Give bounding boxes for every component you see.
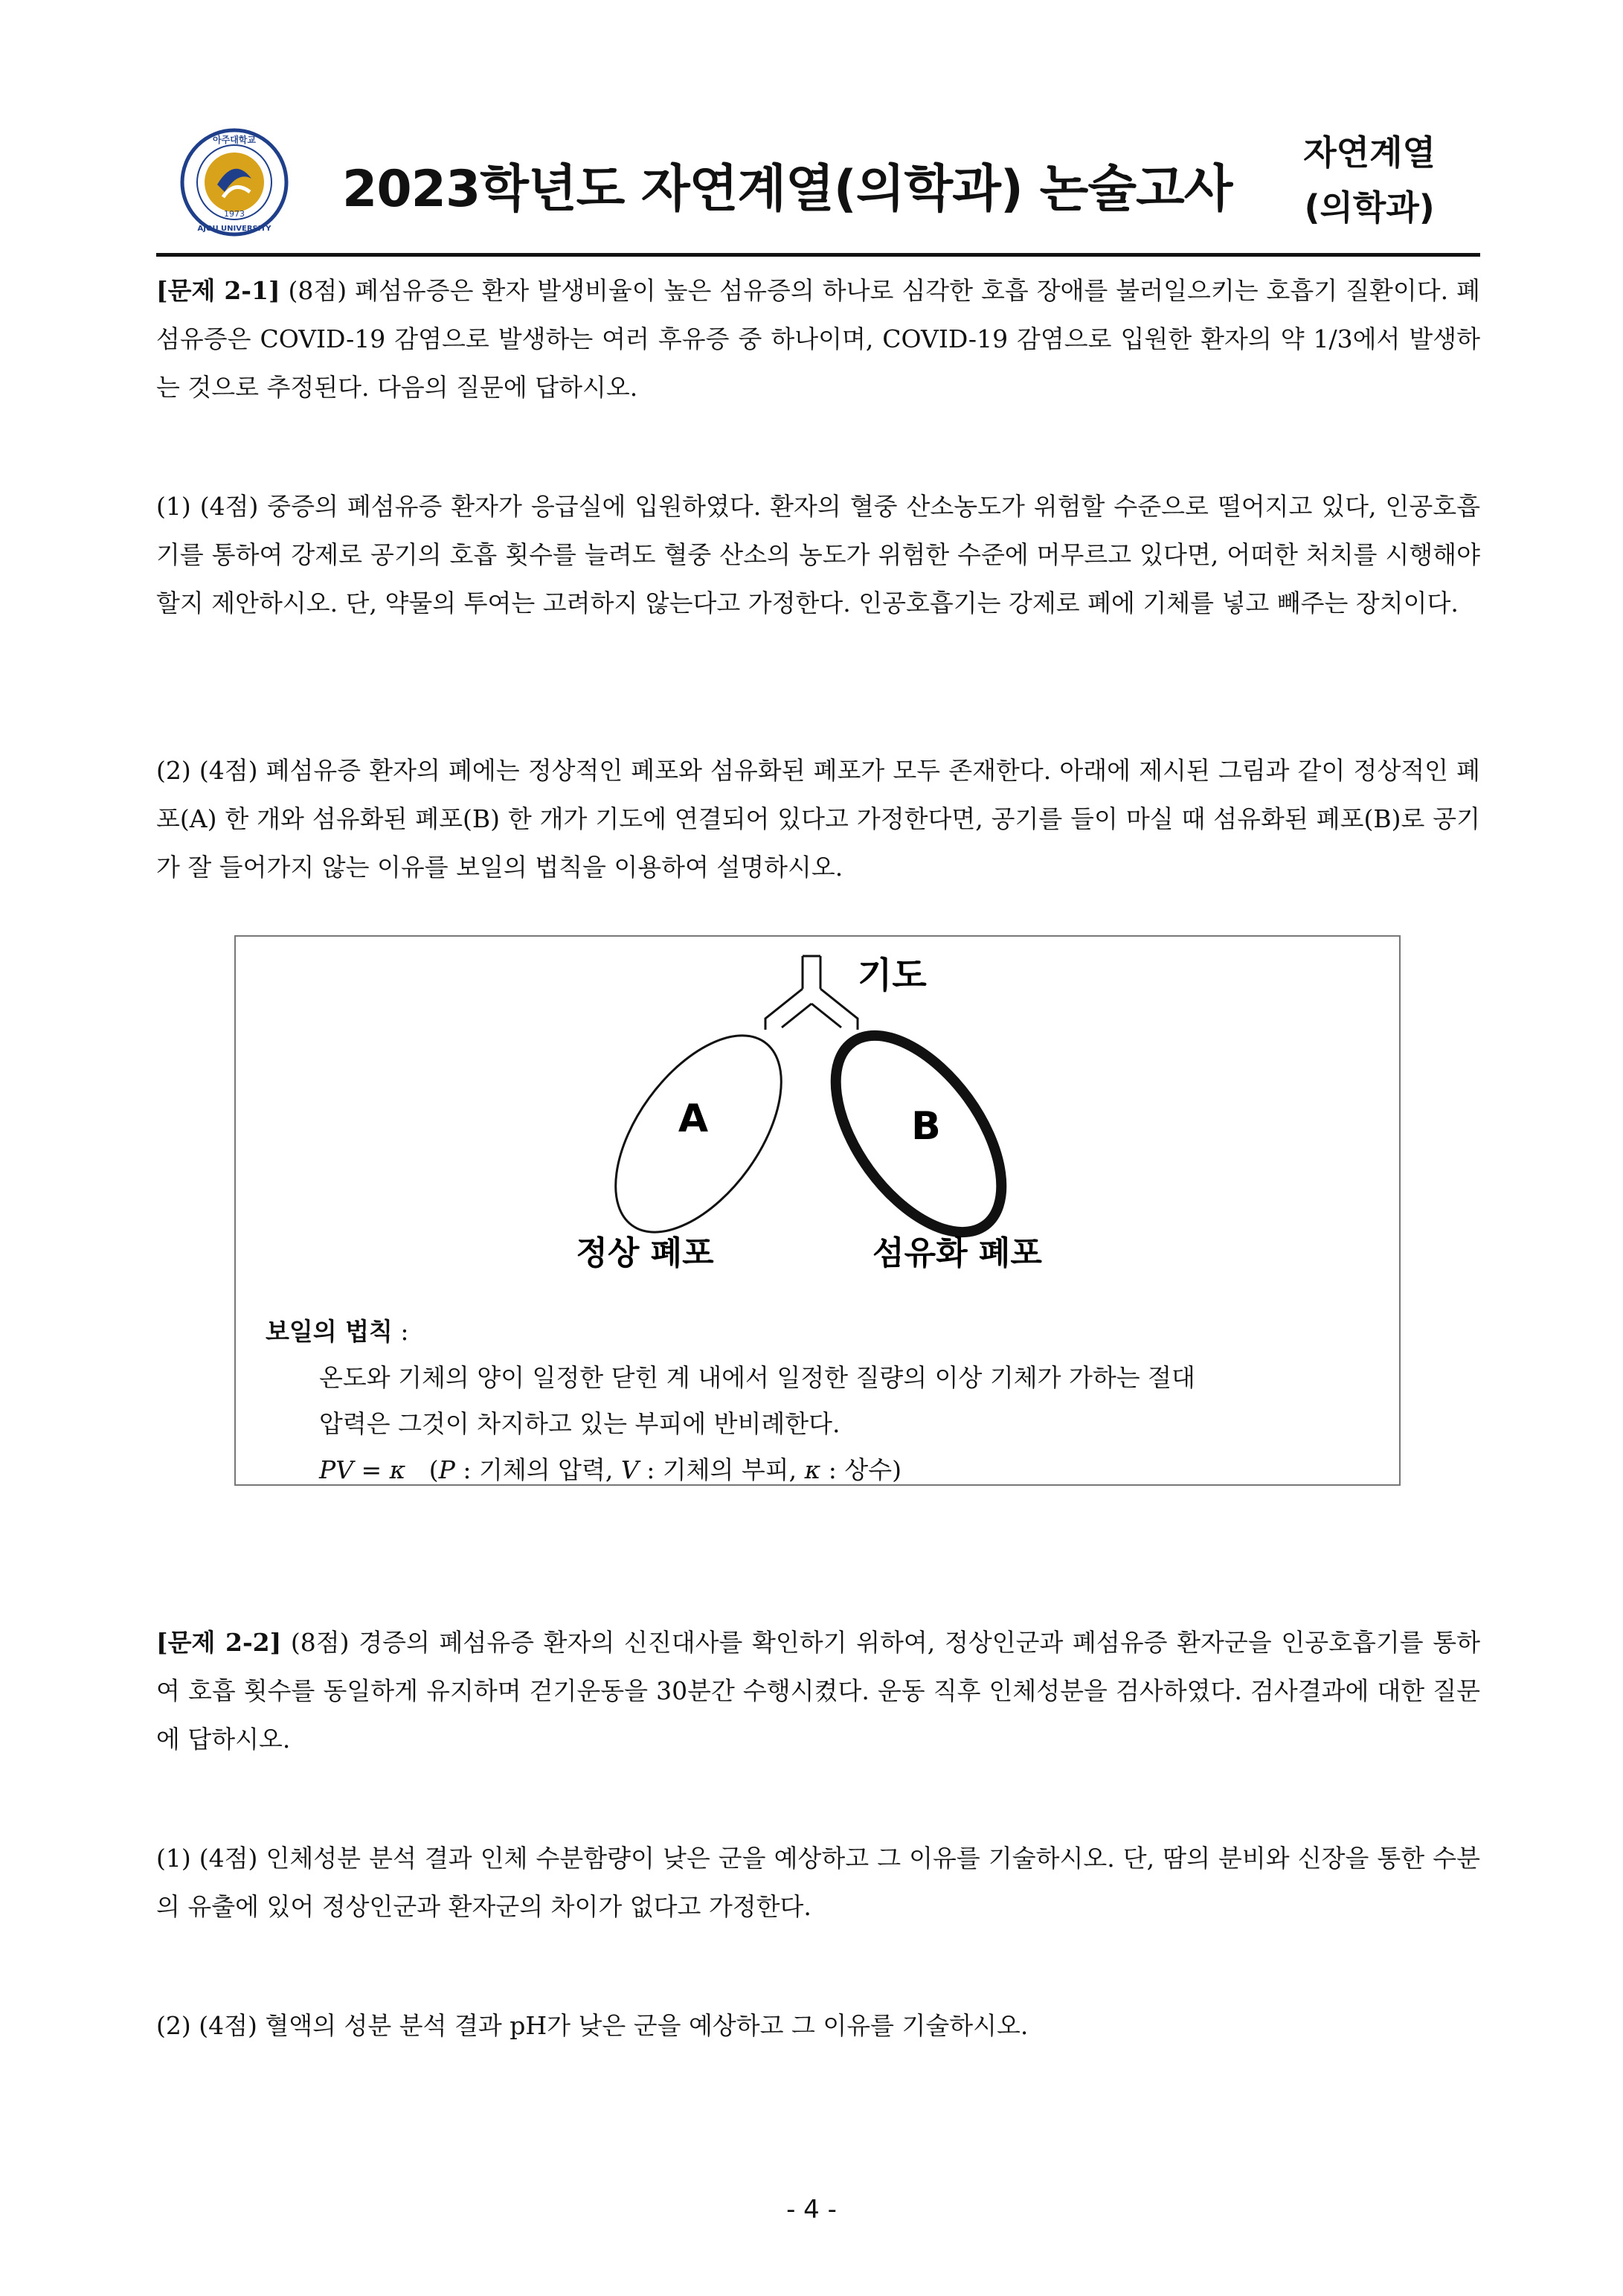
boyle-formula: PV = κ [319, 1455, 406, 1484]
airway-label: 기도 [858, 955, 927, 996]
formula-paren: ( [428, 1455, 439, 1484]
header-rule [156, 253, 1480, 257]
boyle-law-formula-line [266, 1447, 1374, 1493]
question-2-1-sub2: (2) (4점) 폐섬유증 환자의 폐에는 정상적인 폐포와 섬유화된 폐포가 모두 존재한다. 아래에 제시된 그림과 같이 정상적인 폐포(A) 한 개와 섬유화된 폐포(B) 한 개가 기도에 연결되어 있다고 가정한다면, 공기를 들이 마실 때 섬유화된 폐포(B)로 공기가 잘 들어가지 않는 이유를 보일의 법칙을 이용하여 설명하시오. [156, 756, 1480, 882]
alveolus-a-label: A [678, 1097, 709, 1141]
category-line1: 자연계열 [1303, 132, 1436, 173]
alveolus-b-label: B [911, 1104, 941, 1149]
boyle-law-box [266, 1309, 1374, 1493]
exam-title: 2023학년도 자연계열(의학과) 논술고사 [342, 160, 1232, 219]
fibrosis-alveolus-label: 섬유화 폐포 [872, 1234, 1042, 1272]
logo-text-top: 아주대학교 [213, 135, 256, 145]
question-2-2-sub1: (1) (4점) 인체성분 분석 결과 인체 수분함량이 낮은 군을 예상하고 그 이유를 기술하시오. 단, 땀의 분비와 신장을 통한 수분의 유출에 있어 정상인군과 환자군의 차이가 없다고 가정한다. [156, 1844, 1480, 1921]
question-2-2 [156, 1618, 1480, 1763]
normal-alveolus-label: 정상 폐포 [576, 1234, 714, 1272]
k-description: : 상수) [820, 1455, 902, 1484]
page-header [149, 119, 1488, 253]
alveoli-figure [234, 935, 1401, 1486]
page-number: - 4 - [786, 2195, 837, 2225]
boyle-law-line1: 온도와 기체의 양이 일정한 닫힌 계 내에서 일정한 질량의 이상 기체가 가하는 절대 [319, 1363, 1195, 1392]
question-text: (8점) 경증의 폐섬유증 환자의 신진대사를 확인하기 위하여, 정상인군과 폐섬유증 환자군을 인공호흡기를 통하여 호흡 횟수를 동일하게 유지하며 걷기운동을 30분간 수행시켰다. 운동 직후 인체성분을 검사하였다. 검사결과에 대한 질문에 답하시오. [156, 1628, 1480, 1754]
question-text: (8점) 폐섬유증은 환자 발생비율이 높은 섬유증의 하나로 심각한 호흡 장애를 불러일으키는 호흡기 질환이다. 폐섬유증은 COVID-19 감염으로 발생하는 여러 후유증 중 하나이며, COVID-19 감염으로 입원한 환자의 약 1/3에서 발생하는 것으로 추정된다. 다음의 질문에 답하시오. [156, 276, 1480, 402]
university-logo [179, 126, 290, 238]
exam-category [1303, 125, 1436, 235]
p-symbol: P [438, 1455, 455, 1484]
k-symbol: κ [804, 1455, 821, 1484]
boyle-law-colon: : [392, 1317, 409, 1346]
question-2-1-sub1: (1) (4점) 중증의 폐섬유증 환자가 응급실에 입원하였다. 환자의 혈중 산소농도가 위험할 수준으로 떨어지고 있다, 인공호흡기를 통하여 강제로 공기의 호흡 횟수를 늘려도 혈중 산소의 농도가 위험한 수준에 머무르고 있다면, 어떠한 처치를 시행해야할지 제안하시오. 단, 약물의 투여는 고려하지 않는다고 가정한다. 인공호흡기는 강제로 폐에 기체를 넣고 빼주는 장치이다. [156, 492, 1480, 618]
question-2-2-sub2: (2) (4점) 혈액의 성분 분석 결과 pH가 낮은 군을 예상하고 그 이유를 기술하시오. [156, 2011, 1029, 2040]
v-symbol: V [620, 1455, 639, 1484]
question-label: [문제 2-2] [156, 1628, 282, 1657]
logo-year: 1973 [224, 209, 245, 219]
v-description: : 기체의 부피, [638, 1455, 805, 1484]
boyle-law-line2: 압력은 그것이 차지하고 있는 부피에 반비례한다. [319, 1409, 841, 1438]
question-label: [문제 2-1] [156, 276, 280, 305]
p-description: : 기체의 압력, [454, 1455, 621, 1484]
question-2-1 [156, 266, 1480, 411]
category-line2: (의학과) [1304, 187, 1435, 228]
boyle-law-title: 보일의 법칙 [266, 1317, 393, 1346]
logo-text-bottom: AJOU UNIVERSITY [197, 225, 271, 233]
